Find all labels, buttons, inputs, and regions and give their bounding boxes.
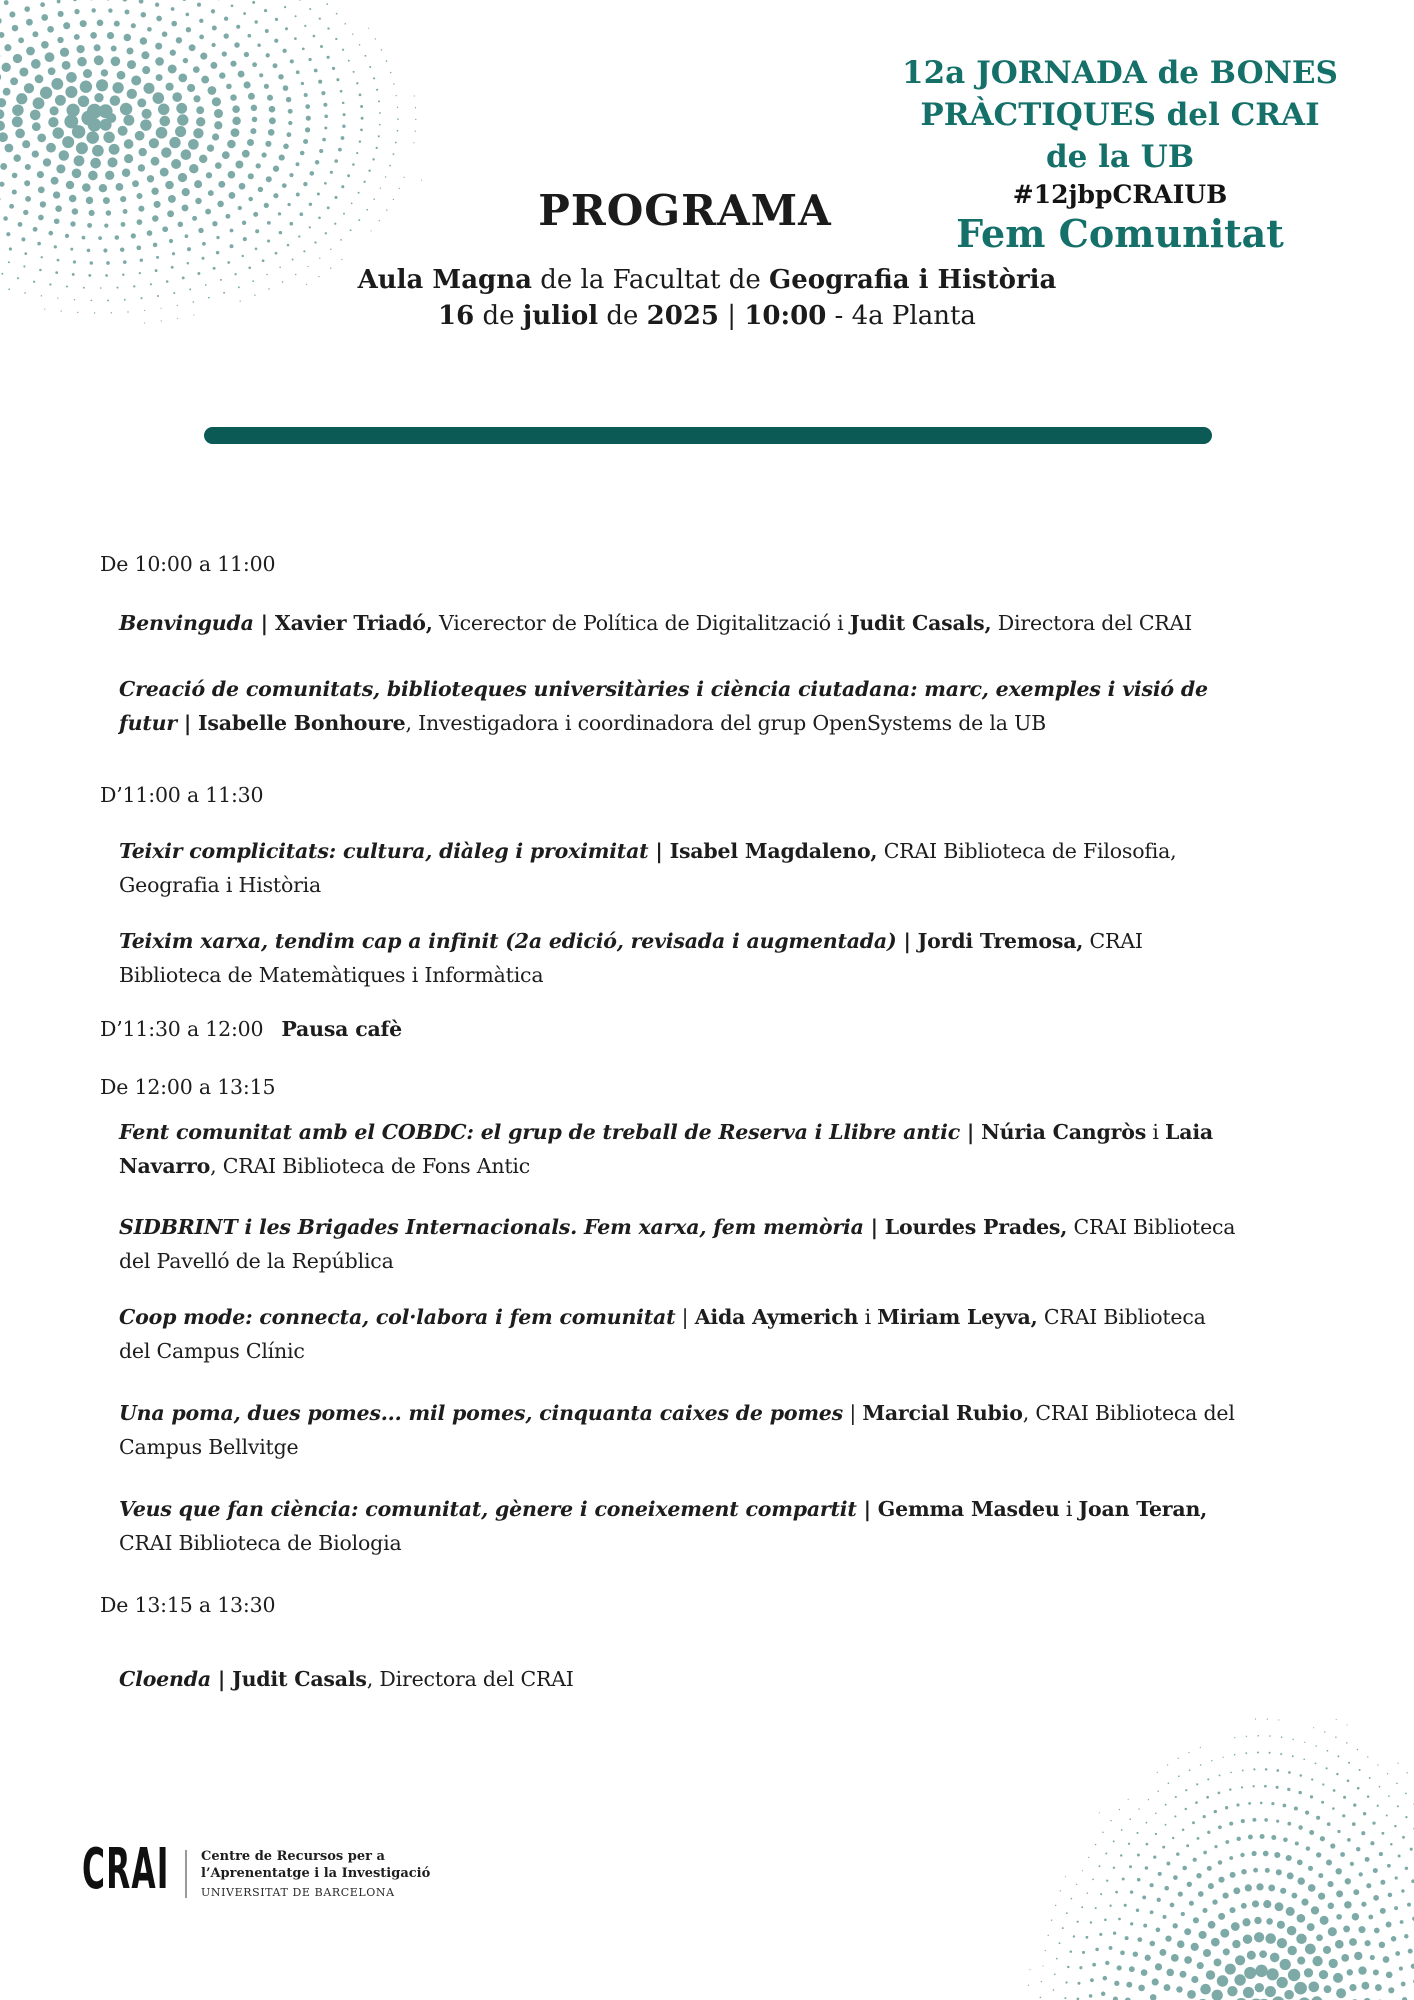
- schedule-time-heading: [100, 1588, 1300, 1622]
- schedule-session: [119, 1396, 1289, 1464]
- text-segment: 16: [438, 301, 475, 331]
- text-segment: Coop mode: connecta, col·labora i fem comunitat: [119, 1305, 676, 1329]
- text-segment: de la Facultat de: [532, 265, 769, 295]
- schedule-time-heading: [100, 547, 1300, 581]
- crai-logo-text: CRAI: [82, 1837, 170, 1902]
- text-segment: Teixim xarxa, tendim cap a infinit (2a edició, revisada i augmentada): [119, 929, 897, 953]
- text-segment: |: [843, 1401, 863, 1425]
- text-segment: 10:00: [744, 301, 827, 331]
- halftone-decoration-bottomright: [1014, 1670, 1414, 2000]
- text-segment: CRAI: [1083, 929, 1143, 953]
- time-range: De 10:00 a 11:00: [100, 552, 276, 576]
- text-segment: Una poma, dues pomes... mil pomes, cinquanta caixes de pomes: [119, 1401, 843, 1425]
- text-segment: Jordi Tremosa,: [917, 929, 1084, 953]
- text-segment: i: [858, 1305, 878, 1329]
- text-segment: Vicerector de Política de Digitalització i: [432, 611, 850, 635]
- text-segment: , Directora del CRAI: [366, 1667, 574, 1691]
- divider-bar: [204, 427, 1212, 444]
- text-segment: |: [260, 611, 275, 635]
- text-segment: Directora del CRAI: [991, 611, 1193, 635]
- schedule-session: [119, 1210, 1289, 1278]
- time-range: De 12:00 a 13:15: [100, 1075, 276, 1099]
- text-segment: Aida Aymerich: [694, 1305, 859, 1329]
- text-segment: |: [856, 1497, 878, 1521]
- text-segment: CRAI Biblioteca de Biologia: [119, 1531, 402, 1555]
- venue-line: [0, 262, 1414, 298]
- event-title-block: [870, 52, 1370, 257]
- event-title-line-1: 12a JORNADA de BONES: [902, 55, 1338, 91]
- schedule-session: [119, 1662, 1289, 1696]
- text-segment: |: [675, 1305, 695, 1329]
- text-segment: Benvinguda: [119, 611, 261, 635]
- text-segment: i: [1146, 1120, 1166, 1144]
- text-segment: Núria Cangròs: [981, 1120, 1147, 1144]
- time-range: De 13:15 a 13:30: [100, 1593, 276, 1617]
- text-segment: i: [1059, 1497, 1079, 1521]
- text-segment: |: [210, 1667, 233, 1691]
- event-title-line-2: PRÀCTIQUES del CRAI: [920, 97, 1320, 133]
- time-note: Pausa cafè: [281, 1017, 403, 1041]
- page-title: PROGRAMA: [538, 186, 832, 235]
- event-title-line-3: de la UB: [1045, 139, 1195, 175]
- text-segment: Laia: [1165, 1120, 1214, 1144]
- text-segment: , Investigadora i coordinadora del grup OpenSystems de la UB: [405, 711, 1047, 735]
- text-segment: - 4a Planta: [826, 301, 976, 331]
- text-segment: del Campus Clínic: [119, 1339, 305, 1363]
- text-segment: |: [648, 839, 670, 863]
- text-segment: Biblioteca de Matemàtiques i Informàtica: [119, 963, 544, 987]
- text-segment: Isabel Magdaleno,: [669, 839, 878, 863]
- text-segment: futur: [119, 711, 177, 735]
- text-segment: |: [863, 1215, 885, 1239]
- text-segment: Joan Teran,: [1078, 1497, 1208, 1521]
- text-segment: CRAI Biblioteca: [1067, 1215, 1236, 1239]
- logo-divider: [185, 1850, 187, 1898]
- date-time-line: [0, 298, 1414, 334]
- text-segment: |: [960, 1120, 982, 1144]
- schedule-session: [119, 834, 1289, 902]
- text-segment: Cloenda: [119, 1667, 211, 1691]
- schedule-session: [119, 606, 1289, 640]
- text-segment: Lourdes Prades,: [884, 1215, 1068, 1239]
- text-segment: , CRAI Biblioteca del: [1022, 1401, 1235, 1425]
- schedule-time-heading: [100, 1012, 1300, 1046]
- text-segment: Geografia i Història: [119, 873, 322, 897]
- text-segment: Campus Bellvitge: [119, 1435, 299, 1459]
- text-segment: Geografia i Història: [769, 265, 1057, 295]
- text-segment: Judit Casals,: [849, 611, 992, 635]
- text-segment: CRAI Biblioteca de Filosofia,: [877, 839, 1177, 863]
- text-segment: |: [719, 301, 745, 331]
- org-name-line-2: l’Aprenentatge i la Investigació: [201, 1865, 431, 1881]
- text-segment: |: [896, 929, 918, 953]
- text-segment: Gemma Masdeu: [877, 1497, 1060, 1521]
- event-hashtag: #12jbpCRAIUB: [1012, 180, 1228, 209]
- schedule-session: [119, 1300, 1289, 1368]
- schedule-session: [119, 1115, 1289, 1183]
- schedule-session: [119, 924, 1289, 992]
- text-segment: Xavier Triadó,: [274, 611, 433, 635]
- text-segment: del Pavelló de la República: [119, 1249, 394, 1273]
- text-segment: de: [598, 301, 647, 331]
- organization-name: [201, 1849, 461, 1900]
- schedule-time-heading: [100, 778, 1300, 812]
- halftone-decoration-topleft: [0, 0, 460, 400]
- schedule-time-heading: [100, 1070, 1300, 1104]
- text-segment: 2025: [646, 301, 720, 331]
- text-segment: Isabelle Bonhoure: [198, 711, 406, 735]
- text-segment: Creació de comunitats, biblioteques universitàries i ciència ciutadana: marc, exemples i visió de: [119, 677, 1208, 701]
- text-segment: Navarro: [119, 1154, 211, 1178]
- time-range: D’11:30 a 12:00: [100, 1017, 264, 1041]
- text-segment: SIDBRINT i les Brigades Internacionals. Fem xarxa, fem memòria: [119, 1215, 864, 1239]
- text-segment: Miriam Leyva,: [877, 1305, 1038, 1329]
- org-name-line-1: Centre de Recursos per a: [201, 1849, 385, 1864]
- text-segment: Judit Casals: [232, 1667, 367, 1691]
- schedule-session: [119, 672, 1289, 740]
- text-segment: Aula Magna: [357, 265, 532, 295]
- text-segment: |: [176, 711, 199, 735]
- text-segment: Veus que fan ciència: comunitat, gènere i coneixement compartit: [119, 1497, 857, 1521]
- text-segment: CRAI Biblioteca: [1037, 1305, 1206, 1329]
- university-name: UNIVERSITAT DE BARCELONA: [201, 1886, 395, 1899]
- text-segment: juliol: [522, 301, 599, 331]
- schedule-session: [119, 1492, 1289, 1560]
- event-motto: Fem Comunitat: [956, 211, 1284, 256]
- time-range: D’11:00 a 11:30: [100, 783, 264, 807]
- text-segment: de: [474, 301, 523, 331]
- text-segment: Marcial Rubio: [862, 1401, 1023, 1425]
- text-segment: Teixir complicitats: cultura, diàleg i proximitat: [119, 839, 649, 863]
- text-segment: Fent comunitat amb el COBDC: el grup de treball de Reserva i Llibre antic: [119, 1120, 960, 1144]
- text-segment: , CRAI Biblioteca de Fons Antic: [210, 1154, 530, 1178]
